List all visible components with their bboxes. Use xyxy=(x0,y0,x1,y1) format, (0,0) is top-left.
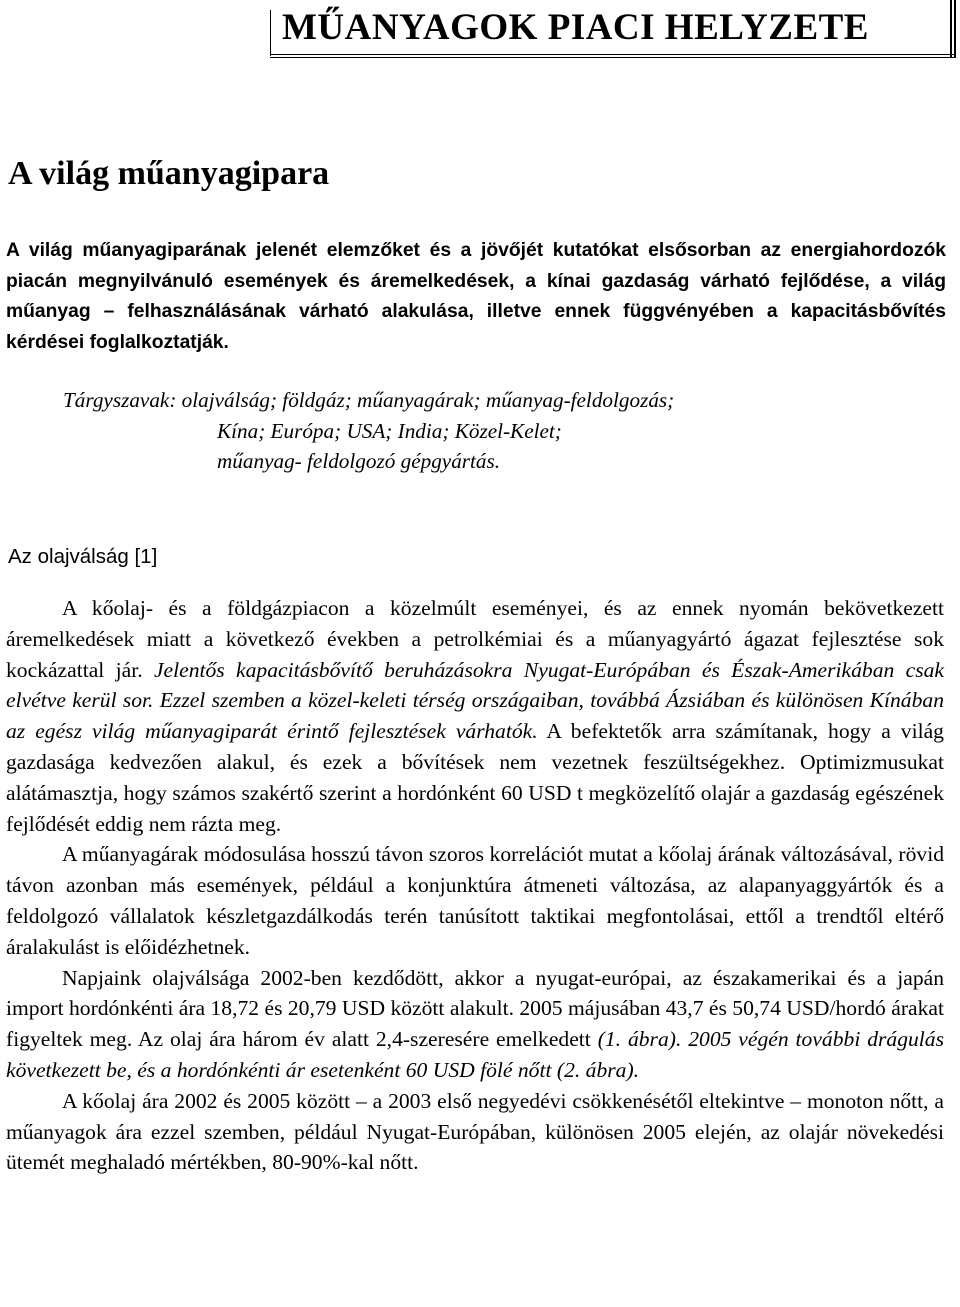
header-right-double-rule xyxy=(950,0,956,58)
keywords-line-2: Kína; Európa; USA; India; Közel-Kelet; xyxy=(217,418,562,443)
subsection-heading: Az olajválság [1] xyxy=(8,545,158,568)
paragraph-3-text-a: Napjaink olajválsága 2002-ben kezdődött, akkor a nyugat-európai, az északamerikai és a japán import hordónkénti ára 18,72 és 20,79 USD között alakult. 2005 májusában 43,7 és 50,74 USD/hordó árakat figyeltek meg. Az olaj ára három év alatt 2,4-szeresére emelkedett xyxy=(6,965,944,1052)
paragraph-1-text-a: A kőolaj- és a földgázpiacon a közelmúlt eseményei, és az ennek nyomán bekövetkezett áremelkedések miatt a következő években a petrolkémiai és a műanyagyártó ágazat fejlesztése sok kockázattal jár. xyxy=(6,596,944,682)
header-bottom-double-rule xyxy=(270,54,956,58)
paragraph-1-italic-text: Jelentős kapacitásbővítő beruházásokra Nyugat-Európában és Észak-Amerikában csak elvétve kerül sor. Ezzel szemben a közel-keleti térség országaiban, továbbá Ázsiában és különösen Kínában az egész világ műanyagiparát érintő fejlesztések várhatók. xyxy=(6,657,944,744)
keywords-line-1: Tárgyszavak: olajválság; földgáz; műanyagárak; műanyag-feldolgozás; xyxy=(63,388,675,412)
body-paragraph-2: A műanyagárak módosulása hosszú távon szoros korrelációt mutat a kőolaj árának változásával, rövid távon azonban más események, például a konjunktúra átmeneti változása, az alapanyaggyártók és a feldolgozó vállalatok készletgazdálkodás terén tanúsított taktikai megfontolásai, ettől a trendtől eltérő áralakulást is előidézhetnek. xyxy=(6,842,944,959)
page-header xyxy=(270,0,960,58)
body-paragraph-3 xyxy=(6,963,944,1086)
abstract-paragraph: A világ műanyagiparának jelenét elemzőket és a jövőjét kutatókat elsősorban az energiahordozók piacán megnyilvánuló események és áremelkedések, a kínai gazdaság várható fejlődése, a világ műanyag – felhasználásának várható alakulása, illetve ennek függvényében a kapacitásbővítés kérdései foglalkoztatják. xyxy=(6,240,946,353)
page-header-title: MŰANYAGOK PIACI HELYZETE xyxy=(282,7,869,48)
section-title: A világ műanyagipara xyxy=(8,155,330,192)
header-left-rule xyxy=(270,10,271,56)
article-body xyxy=(6,593,944,1178)
paragraph-3-italic-text: (1. ábra). 2005 végén további drágulás következett be, és a hordónkénti ár esetenként 60 USD fölé nőtt (2. ábra). xyxy=(6,1027,944,1082)
keywords-block xyxy=(63,385,943,477)
paragraph-1-text-c: A befektetők arra számítanak, hogy a világ gazdasága kedvezően alakul, és ezek a bővítések nem vezetnek feszültségekhez. Optimizmusukat alátámasztja, hogy számos szakértő szerint a hordónként 60 USD t megközelítő olajár a gazdaság egészének fejlődését eddig nem rázta meg. xyxy=(6,719,944,836)
body-paragraph-1 xyxy=(6,593,944,839)
body-paragraph-4: A kőolaj ára 2002 és 2005 között – a 2003 első negyedévi csökkenésétől eltekintve – monoton nőtt, a műanyagok ára ezzel szemben, például Nyugat-Európában, különösen 2005 elején, az olajár növekedési ütemét meghaladó mértékben, 80-90%-kal nőtt. xyxy=(6,1088,944,1175)
keywords-line-3: műanyag- feldolgozó gépgyártás. xyxy=(217,449,501,473)
